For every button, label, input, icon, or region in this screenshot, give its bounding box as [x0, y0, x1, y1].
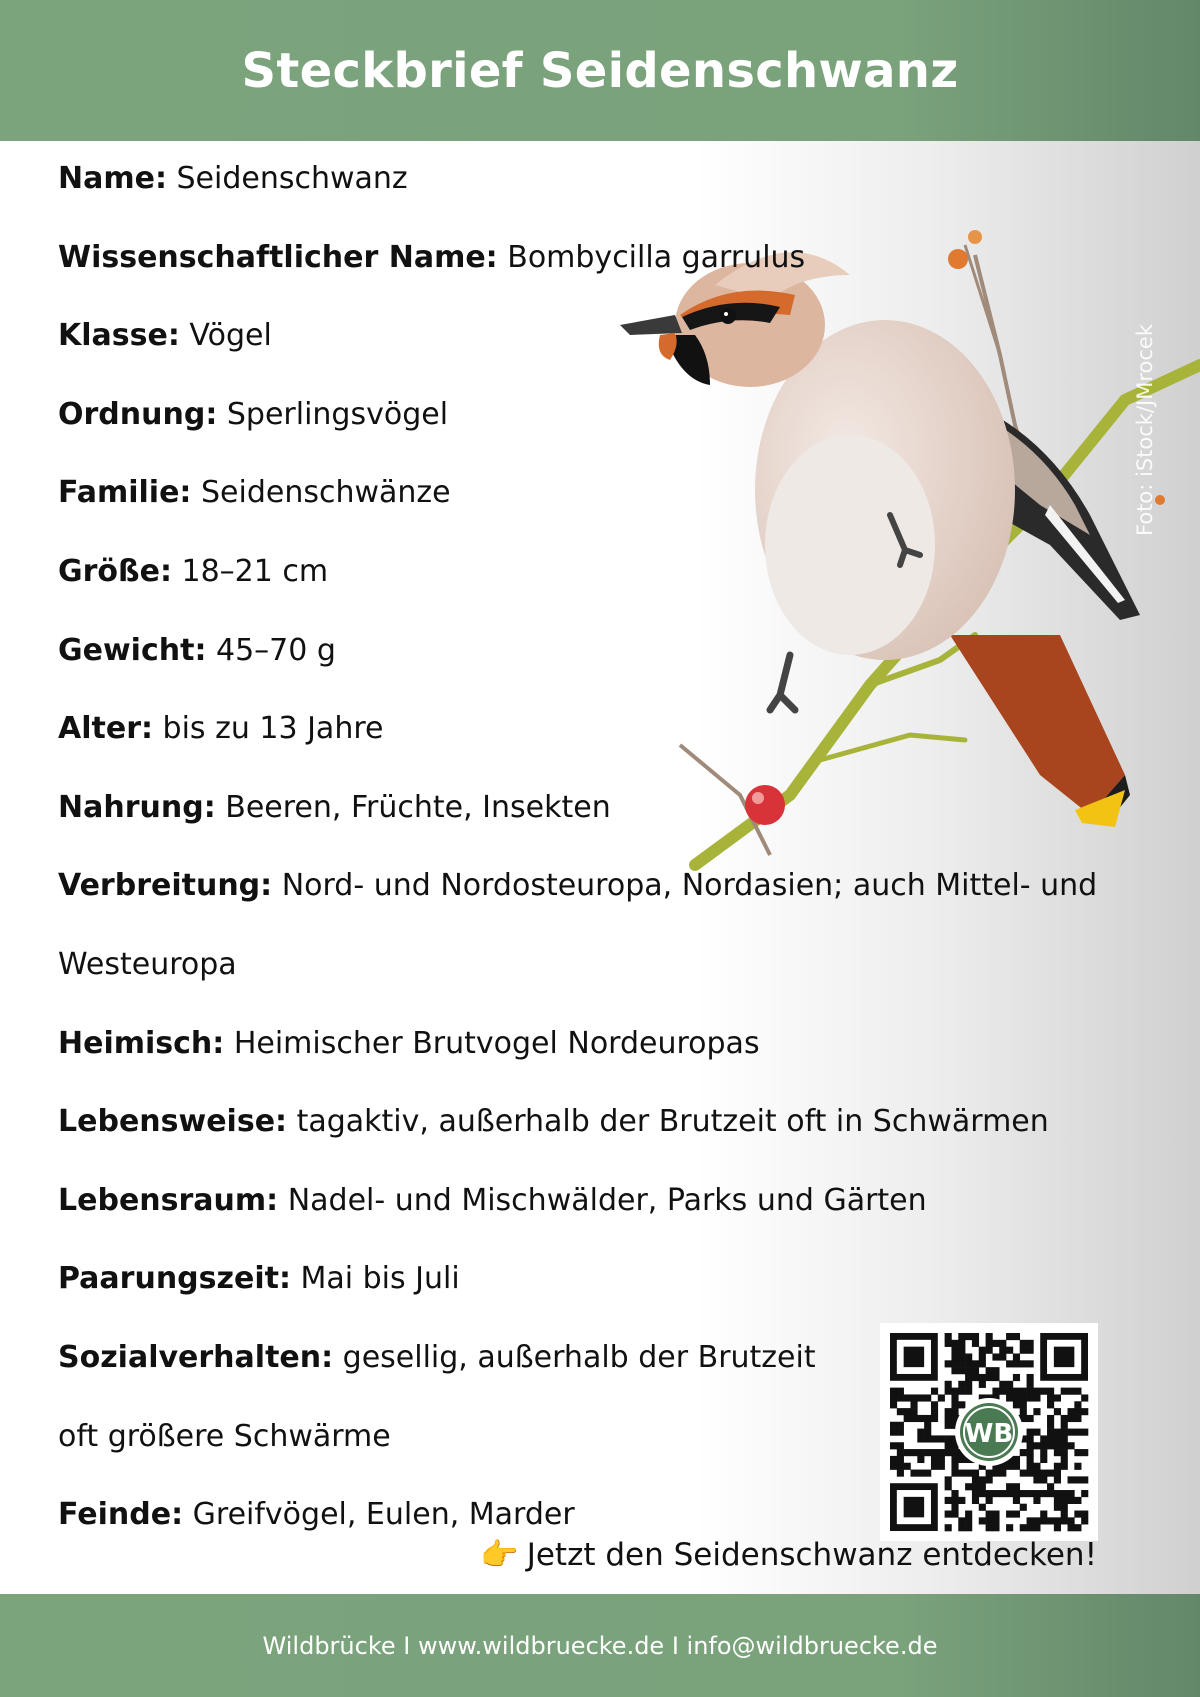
fact-row — [58, 376, 1108, 455]
photo-credit: Foto: iStock/JMrocek — [1133, 324, 1157, 536]
fact-value: 45–70 g — [216, 632, 336, 668]
fact-value: bis zu 13 Jahre — [162, 711, 384, 747]
pointing-hand-icon: 👉 — [480, 1537, 519, 1573]
fact-value: Sperlingsvögel — [226, 396, 449, 432]
fact-row — [58, 769, 1108, 848]
cta-text: Jetzt den Seidenschwanz entdecken! — [526, 1536, 1097, 1573]
fact-value: Heimischer Brutvogel Nordeuropas — [233, 1025, 760, 1061]
qr-code-graphic — [880, 1323, 1098, 1541]
fact-value: Bombycilla garrulus — [507, 239, 806, 275]
fact-value-continuation: oft größere Schwärme — [58, 1418, 391, 1454]
fact-value: 18–21 cm — [181, 553, 329, 589]
fact-label: Feinde: — [58, 1497, 184, 1533]
fact-label: Alter: — [58, 711, 153, 747]
fact-row — [58, 454, 1108, 533]
header-bar — [0, 0, 1200, 141]
fact-value: Nord- und Nordosteuropa, Nordasien; auch Mittel- und — [281, 868, 1098, 904]
fact-row — [58, 140, 1108, 219]
fact-row — [58, 1005, 1108, 1084]
fact-value: Greifvögel, Eulen, Marder — [192, 1497, 575, 1533]
fact-label: Lebensraum: — [58, 1182, 279, 1218]
fact-label: Ordnung: — [58, 396, 218, 432]
fact-value: Seidenschwanz — [176, 161, 408, 196]
footer-contact: Wildbrücke I www.wildbruecke.de I info@wildbruecke.de — [262, 1631, 938, 1660]
fact-row — [58, 1083, 1108, 1162]
fact-value: Beeren, Früchte, Insekten — [225, 789, 611, 825]
page-title: Steckbrief Seidenschwanz — [241, 42, 959, 99]
qr-code[interactable] — [880, 1323, 1098, 1541]
fact-label: Heimisch: — [58, 1025, 225, 1061]
fact-row — [58, 847, 1108, 926]
fact-label: Klasse: — [58, 318, 180, 354]
fact-value-continuation: Westeuropa — [58, 946, 237, 982]
fact-value: Mai bis Juli — [300, 1261, 460, 1297]
fact-row — [58, 297, 1108, 376]
wb-logo-text: WB — [964, 1419, 1014, 1449]
fact-row — [58, 612, 1108, 691]
fact-label: Nahrung: — [58, 789, 216, 825]
fact-row — [58, 690, 1108, 769]
fact-row — [58, 219, 1108, 298]
fact-label: Lebensweise: — [58, 1104, 288, 1140]
fact-label: Name: — [58, 161, 167, 196]
fact-label: Familie: — [58, 475, 192, 511]
fact-label: Paarungszeit: — [58, 1261, 291, 1297]
fact-label: Verbreitung: — [58, 868, 273, 904]
cta-link[interactable] — [480, 1536, 1097, 1573]
fact-value: tagaktiv, außerhalb der Brutzeit oft in Schwärmen — [296, 1104, 1049, 1140]
fact-value: Vögel — [189, 318, 272, 354]
fact-label: Gewicht: — [58, 632, 207, 668]
fact-label: Wissenschaftlicher Name: — [58, 239, 498, 275]
fact-value: Nadel- und Mischwälder, Parks und Gärten — [287, 1182, 927, 1218]
fact-value: Seidenschwänze — [200, 475, 451, 511]
fact-row — [58, 1240, 1108, 1319]
fact-value: gesellig, außerhalb der Brutzeit — [342, 1339, 816, 1375]
fact-row — [58, 533, 1108, 612]
footer-bar — [0, 1594, 1200, 1697]
fact-label: Sozialverhalten: — [58, 1339, 334, 1375]
fact-label: Größe: — [58, 553, 172, 589]
fact-row — [58, 1162, 1108, 1241]
